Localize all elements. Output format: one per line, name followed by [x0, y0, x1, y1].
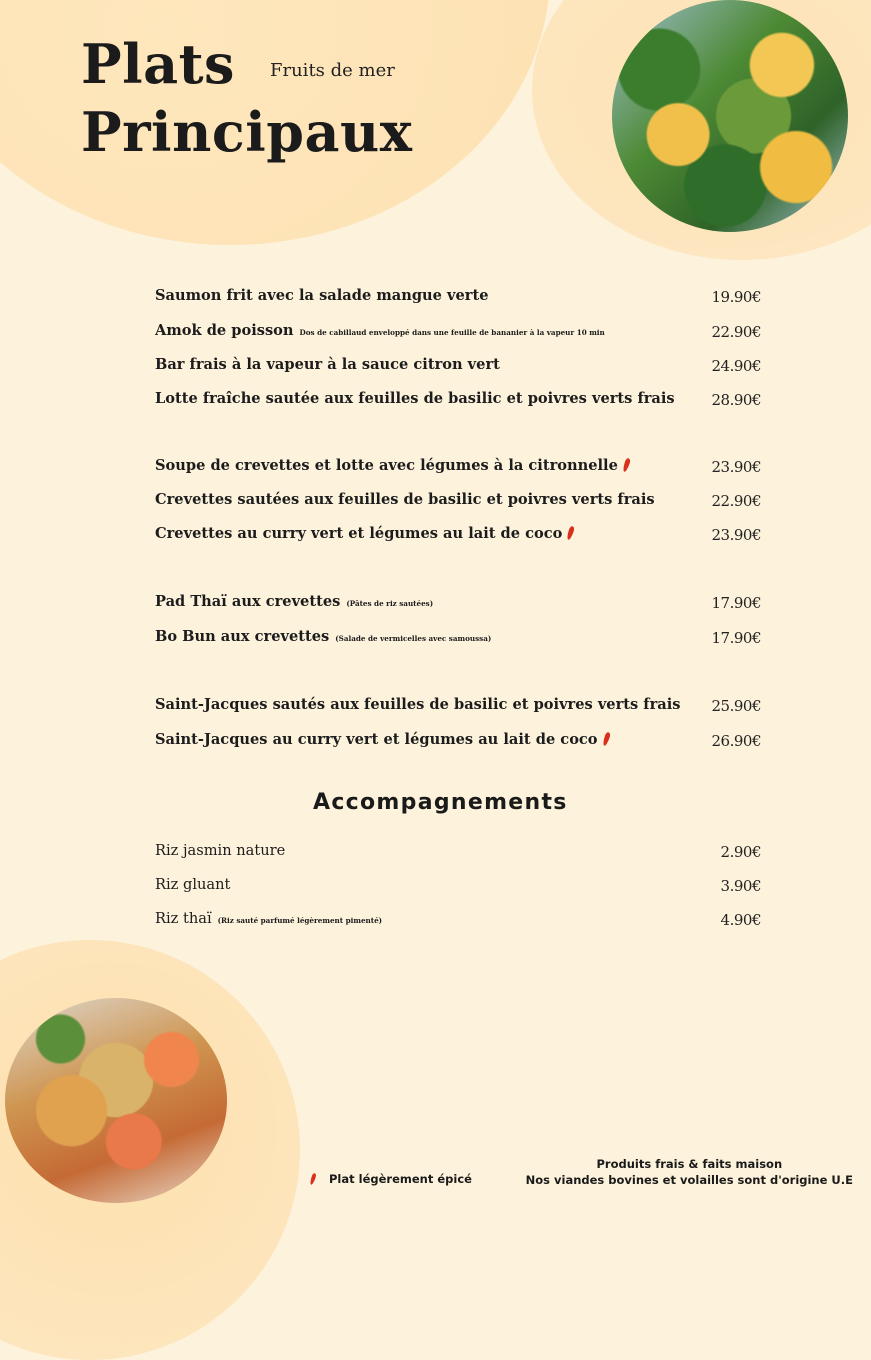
dish-price: 17.90€	[711, 629, 761, 647]
dish-name	[155, 390, 675, 407]
footer-line-2: Nos viandes bovines et volailles sont d'origine U.E	[525, 1173, 853, 1187]
chili-icon	[309, 1173, 317, 1186]
dish-name	[155, 287, 488, 304]
dish-name-text: Bar frais à la vapeur à la sauce citron vert	[155, 356, 500, 373]
spicy-legend-label: Plat légèrement épicé	[329, 1172, 472, 1186]
side-name	[155, 910, 382, 927]
dish-price: 22.90€	[711, 323, 761, 341]
page-title	[81, 30, 412, 166]
pad-thai-photo	[5, 998, 227, 1203]
side-price: 4.90€	[720, 911, 761, 929]
dish-name	[155, 457, 629, 474]
dish-price: 28.90€	[711, 391, 761, 409]
dish-name-text: Crevettes au curry vert et légumes au lait de coco	[155, 525, 563, 542]
side-row	[155, 910, 765, 934]
dish-name	[155, 356, 500, 373]
dish-name-text: Saumon frit avec la salade mangue verte	[155, 287, 489, 304]
amok-photo	[612, 0, 848, 232]
dish-row	[155, 593, 765, 617]
side-row	[155, 842, 765, 866]
dish-price: 23.90€	[711, 458, 761, 476]
title-line-2: Principaux	[81, 100, 413, 164]
dish-row	[155, 491, 765, 515]
dish-price: 23.90€	[711, 526, 761, 544]
dish-price: 22.90€	[711, 492, 761, 510]
dish-note: Dos de cabillaud enveloppé dans une feuille de bananier à la vapeur 10 min	[299, 328, 605, 337]
dish-row	[155, 457, 765, 481]
footer-line-1: Produits frais & faits maison	[596, 1157, 783, 1171]
dish-price: 24.90€	[711, 357, 761, 375]
chili-icon	[622, 458, 631, 473]
dish-row	[155, 390, 765, 414]
title-line-1: Plats	[81, 32, 235, 96]
side-price: 3.90€	[720, 877, 761, 895]
side-note: (Riz sauté parfumé légèrement pimenté)	[217, 916, 383, 925]
dish-row	[155, 287, 765, 311]
dish-name-text: Lotte fraîche sautée aux feuilles de basilic et poivres verts frais	[155, 390, 675, 407]
dish-price: 25.90€	[711, 697, 761, 715]
dish-name-text: Soupe de crevettes et lotte avec légumes à la citronnelle	[155, 457, 618, 474]
dish-name-text: Crevettes sautées aux feuilles de basilic et poivres verts frais	[155, 491, 655, 508]
dish-name	[155, 525, 573, 542]
dish-price: 26.90€	[711, 732, 761, 750]
dish-name	[155, 593, 433, 610]
dish-note: (Pâtes de riz sautées)	[346, 599, 434, 608]
chili-icon	[566, 526, 575, 541]
dish-row	[155, 628, 765, 652]
dish-row	[155, 322, 765, 346]
dish-note: (Salade de vermicelles avec samoussa)	[335, 634, 492, 643]
dish-row	[155, 525, 765, 549]
dish-row	[155, 696, 765, 720]
dish-name-text: Amok de poisson	[155, 322, 294, 339]
side-name	[155, 876, 230, 893]
side-row	[155, 876, 765, 900]
dish-name	[155, 322, 605, 339]
dish-name-text: Saint-Jacques sautés aux feuilles de basilic et poivres verts frais	[155, 696, 681, 713]
side-price: 2.90€	[720, 843, 761, 861]
dish-price: 17.90€	[711, 594, 761, 612]
page-subtitle: Fruits de mer	[270, 60, 395, 81]
side-name-text: Riz jasmin nature	[155, 842, 286, 859]
chili-icon	[602, 732, 611, 747]
side-name-text: Riz gluant	[155, 876, 231, 893]
dish-name-text: Pad Thaï aux crevettes	[155, 593, 341, 610]
dish-name	[155, 491, 655, 508]
dish-row	[155, 356, 765, 380]
side-name	[155, 842, 285, 859]
sides-section-title: Accompagnements	[313, 790, 568, 815]
spicy-legend	[311, 1172, 472, 1186]
dish-name	[155, 628, 491, 645]
side-name-text: Riz thaï	[155, 910, 212, 927]
dish-price: 19.90€	[711, 288, 761, 306]
dish-name-text: Bo Bun aux crevettes	[155, 628, 330, 645]
dish-name-text: Saint-Jacques au curry vert et légumes au lait de coco	[155, 731, 598, 748]
dish-row	[155, 731, 765, 755]
footer-note	[526, 1156, 853, 1188]
dish-name	[155, 731, 609, 748]
dish-name	[155, 696, 681, 713]
